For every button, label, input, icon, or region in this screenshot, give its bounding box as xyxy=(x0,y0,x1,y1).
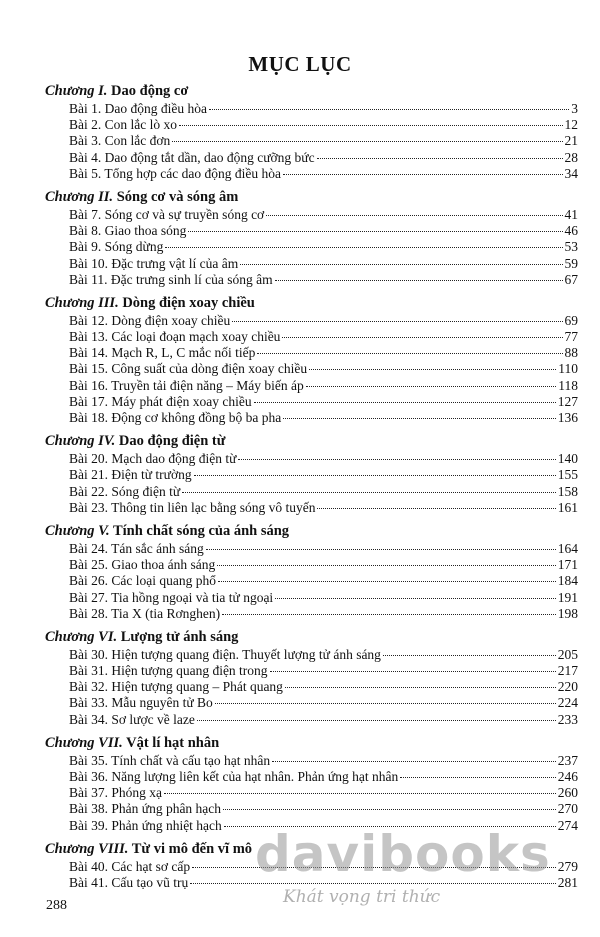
lesson-page: 205 xyxy=(557,646,578,662)
chapter-name: Sóng cơ và sóng âm xyxy=(116,188,239,205)
lesson-title: Bài 4. Dao động tắt dần, dao động cưỡng bức xyxy=(69,149,315,165)
dot-leader xyxy=(222,614,556,615)
lesson-page: 171 xyxy=(557,557,578,573)
chapter-heading xyxy=(45,82,578,101)
chapter-heading xyxy=(45,188,578,207)
lesson-title: Bài 22. Sóng điện từ xyxy=(69,483,181,499)
lesson-title: Bài 32. Hiện tượng quang – Phát quang xyxy=(69,679,283,695)
toc-entry xyxy=(45,606,578,622)
lesson-title: Bài 1. Dao động điều hòa xyxy=(69,101,207,116)
toc-entry xyxy=(45,451,578,467)
lesson-title: Bài 26. Các loại quang phổ xyxy=(69,573,216,589)
dot-leader xyxy=(275,598,556,599)
dot-leader xyxy=(182,492,556,493)
dot-leader xyxy=(197,720,556,721)
lesson-title: Bài 37. Phóng xạ xyxy=(69,785,162,801)
lesson-page: 21 xyxy=(564,133,578,149)
lesson-page: 158 xyxy=(557,483,578,499)
chapter-name: Tính chất sóng của ánh sáng xyxy=(112,522,290,539)
toc-entry xyxy=(45,557,578,573)
lesson-page: 260 xyxy=(557,785,578,801)
dot-leader xyxy=(223,809,556,810)
toc-entry xyxy=(45,859,578,875)
chapter-heading xyxy=(45,294,578,313)
lesson-page: 127 xyxy=(557,393,578,409)
lesson-title: Bài 7. Sóng cơ và sự truyền sóng cơ xyxy=(69,206,265,222)
toc-entry xyxy=(45,101,578,117)
chapter-number: Chương III. xyxy=(45,294,119,311)
dot-leader xyxy=(164,793,556,794)
table-of-contents xyxy=(45,82,578,897)
chapter-section xyxy=(45,734,578,834)
lesson-page: 41 xyxy=(564,206,578,222)
dot-leader xyxy=(194,475,556,476)
lesson-title: Bài 17. Máy phát điện xoay chiều xyxy=(69,393,252,409)
chapter-number: Chương I. xyxy=(45,83,108,99)
chapter-number: Chương VI. xyxy=(45,628,118,645)
chapter-section xyxy=(45,82,578,182)
lesson-page: 136 xyxy=(557,410,578,425)
watermark-brand: davibooks xyxy=(255,825,551,883)
toc-entry xyxy=(45,769,578,785)
chapter-number: Chương II. xyxy=(45,188,114,205)
lesson-page: 34 xyxy=(564,165,578,181)
dot-leader xyxy=(179,125,563,126)
chapter-heading xyxy=(45,432,578,451)
lesson-title: Bài 25. Giao thoa ánh sáng xyxy=(69,557,216,573)
lesson-title: Bài 20. Mạch dao động điện từ xyxy=(69,451,237,467)
dot-leader xyxy=(206,549,556,550)
toc-entry xyxy=(45,239,578,255)
lesson-page: 46 xyxy=(564,223,578,239)
toc-entry xyxy=(45,785,578,801)
lesson-title: Bài 12. Dòng điện xoay chiều xyxy=(69,312,231,328)
lesson-title: Bài 36. Năng lượng liên kết của hạt nhân. Phản ứng hạt nhân xyxy=(69,769,399,784)
dot-leader xyxy=(285,687,556,688)
dot-leader xyxy=(272,761,556,762)
lesson-title: Bài 30. Hiện tượng quang điện. Thuyết lượng tử ánh sáng xyxy=(69,646,381,662)
lesson-title: Bài 18. Động cơ không đồng bộ ba pha xyxy=(69,410,282,425)
toc-entry xyxy=(45,590,578,606)
chapter-heading xyxy=(45,628,578,647)
lesson-page: 224 xyxy=(557,695,578,711)
dot-leader xyxy=(240,264,562,265)
lesson-page: 279 xyxy=(557,858,578,874)
dot-leader xyxy=(317,508,555,509)
chapter-heading xyxy=(45,522,578,541)
toc-entry xyxy=(45,663,578,679)
lesson-page: 53 xyxy=(564,239,578,255)
watermark-slogan: Khát vọng tri thức xyxy=(283,887,441,907)
chapter-heading xyxy=(45,840,578,859)
lesson-page: 110 xyxy=(558,361,578,377)
dot-leader xyxy=(165,247,562,248)
dot-leader xyxy=(282,337,562,338)
lesson-title: Bài 3. Con lắc đơn xyxy=(69,133,171,149)
lesson-page: 164 xyxy=(557,540,578,556)
lesson-title: Bài 13. Các loại đoạn mạch xoay chiều xyxy=(69,329,281,345)
chapter-heading xyxy=(45,734,578,753)
toc-entry xyxy=(45,647,578,663)
lesson-title: Bài 33. Mẫu nguyên tử Bo xyxy=(69,695,213,711)
lesson-page: 281 xyxy=(557,874,578,890)
toc-entry xyxy=(45,394,578,410)
lesson-page: 274 xyxy=(557,817,578,833)
dot-leader xyxy=(266,215,562,216)
dot-leader xyxy=(190,883,556,884)
lesson-page: 3 xyxy=(571,101,578,116)
chapter-section xyxy=(45,628,578,728)
toc-entry xyxy=(45,695,578,711)
lesson-page: 69 xyxy=(564,312,578,328)
lesson-title: Bài 34. Sơ lược về laze xyxy=(69,711,195,727)
dot-leader xyxy=(218,581,556,582)
dot-leader xyxy=(317,158,563,159)
dot-leader xyxy=(257,353,562,354)
lesson-title: Bài 21. Điện từ trường xyxy=(69,467,192,483)
lesson-title: Bài 23. Thông tin liên lạc bằng sóng vô tuyến xyxy=(69,499,316,515)
dot-leader xyxy=(383,655,556,656)
lesson-page: 155 xyxy=(557,467,578,483)
lesson-title: Bài 28. Tia X (tia Rơnghen) xyxy=(69,605,221,621)
chapter-section xyxy=(45,522,578,622)
toc-entry xyxy=(45,818,578,834)
dot-leader xyxy=(217,565,556,566)
toc-entry xyxy=(45,467,578,483)
lesson-title: Bài 41. Cấu tạo vũ trụ xyxy=(69,874,189,890)
toc-entry xyxy=(45,875,578,891)
lesson-page: 28 xyxy=(564,149,578,165)
lesson-title: Bài 24. Tán sắc ánh sáng xyxy=(69,540,204,556)
lesson-page: 270 xyxy=(557,801,578,817)
dot-leader xyxy=(172,141,562,142)
chapter-name: Dao động cơ xyxy=(111,83,189,99)
lesson-title: Bài 39. Phản ứng nhiệt hạch xyxy=(69,817,222,833)
lesson-page: 246 xyxy=(557,769,578,784)
dot-leader xyxy=(283,418,556,419)
toc-entry xyxy=(45,573,578,589)
toc-entry xyxy=(45,361,578,377)
lesson-title: Bài 35. Tính chất và cấu tạo hạt nhân xyxy=(69,752,271,768)
toc-entry xyxy=(45,256,578,272)
page-title: MỤC LỤC xyxy=(248,52,352,76)
dot-leader xyxy=(238,459,555,460)
dot-leader xyxy=(283,174,563,175)
lesson-page: 217 xyxy=(557,663,578,679)
lesson-title: Bài 5. Tổng hợp các dao động điều hòa xyxy=(69,165,281,181)
lesson-page: 220 xyxy=(557,679,578,695)
lesson-title: Bài 10. Đặc trưng vật lí của âm xyxy=(69,255,239,271)
lesson-title: Bài 2. Con lắc lò xo xyxy=(69,117,177,133)
lesson-page: 191 xyxy=(557,589,578,605)
toc-entry xyxy=(45,500,578,516)
toc-entry xyxy=(45,712,578,728)
lesson-title: Bài 40. Các hạt sơ cấp xyxy=(69,858,191,874)
toc-entry xyxy=(45,753,578,769)
dot-leader xyxy=(270,671,556,672)
lesson-page: 67 xyxy=(564,271,578,287)
chapter-name: Vật lí hạt nhân xyxy=(126,734,220,751)
lesson-page: 237 xyxy=(557,752,578,768)
lesson-page: 12 xyxy=(564,117,578,133)
dot-leader xyxy=(306,386,557,387)
lesson-page: 59 xyxy=(564,255,578,271)
toc-entry xyxy=(45,150,578,166)
toc-entry xyxy=(45,410,578,426)
lesson-page: 233 xyxy=(557,711,578,727)
lesson-page: 198 xyxy=(557,605,578,621)
chapter-number: Chương VIII. xyxy=(45,840,129,857)
chapter-section xyxy=(45,294,578,426)
lesson-title: Bài 15. Công suất của dòng điện xoay chiều xyxy=(69,361,308,377)
chapter-section xyxy=(45,840,578,891)
toc-entry xyxy=(45,133,578,149)
dot-leader xyxy=(224,826,556,827)
lesson-page: 77 xyxy=(564,329,578,345)
toc-entry xyxy=(45,117,578,133)
dot-leader xyxy=(215,703,556,704)
lesson-page: 184 xyxy=(557,573,578,589)
lesson-title: Bài 8. Giao thoa sóng xyxy=(69,223,187,239)
lesson-title: Bài 38. Phản ứng phân hạch xyxy=(69,801,222,817)
dot-leader xyxy=(209,109,569,110)
dot-leader xyxy=(192,867,556,868)
chapter-number: Chương V. xyxy=(45,522,110,539)
dot-leader xyxy=(309,369,556,370)
toc-entry xyxy=(45,679,578,695)
toc-entry xyxy=(45,313,578,329)
chapter-name: Dòng điện xoay chiều xyxy=(122,294,255,311)
dot-leader xyxy=(232,321,562,322)
toc-entry xyxy=(45,207,578,223)
toc-entry xyxy=(45,484,578,500)
chapter-section xyxy=(45,432,578,516)
lesson-title: Bài 14. Mạch R, L, C mắc nối tiếp xyxy=(69,345,256,361)
dot-leader xyxy=(254,402,556,403)
toc-entry xyxy=(45,329,578,345)
toc-entry xyxy=(45,801,578,817)
page-number: 288 xyxy=(46,898,67,913)
toc-entry xyxy=(45,378,578,394)
lesson-title: Bài 11. Đặc trưng sinh lí của sóng âm xyxy=(69,271,273,287)
chapter-number: Chương IV. xyxy=(45,433,116,450)
lesson-page: 161 xyxy=(557,499,578,515)
chapter-name: Dao động điện từ xyxy=(118,433,226,450)
chapter-number: Chương VII. xyxy=(45,734,123,751)
chapter-section xyxy=(45,188,578,288)
lesson-title: Bài 16. Truyền tải điện năng – Máy biến áp xyxy=(69,377,304,393)
lesson-page: 88 xyxy=(564,345,578,361)
toc-entry xyxy=(45,541,578,557)
lesson-title: Bài 27. Tia hồng ngoại và tia tử ngoại xyxy=(69,589,274,605)
dot-leader xyxy=(188,231,562,232)
dot-leader xyxy=(400,777,556,778)
lesson-title: Bài 9. Sóng dừng xyxy=(69,239,164,255)
toc-entry xyxy=(45,272,578,288)
toc-entry xyxy=(45,223,578,239)
lesson-page: 140 xyxy=(557,451,578,467)
chapter-name: Từ vi mô đến vĩ mô xyxy=(131,840,253,857)
dot-leader xyxy=(275,280,563,281)
chapter-name: Lượng tử ánh sáng xyxy=(120,628,239,645)
toc-entry xyxy=(45,345,578,361)
lesson-title: Bài 31. Hiện tượng quang điện trong xyxy=(69,663,268,679)
toc-entry xyxy=(45,166,578,182)
lesson-page: 118 xyxy=(558,377,578,393)
